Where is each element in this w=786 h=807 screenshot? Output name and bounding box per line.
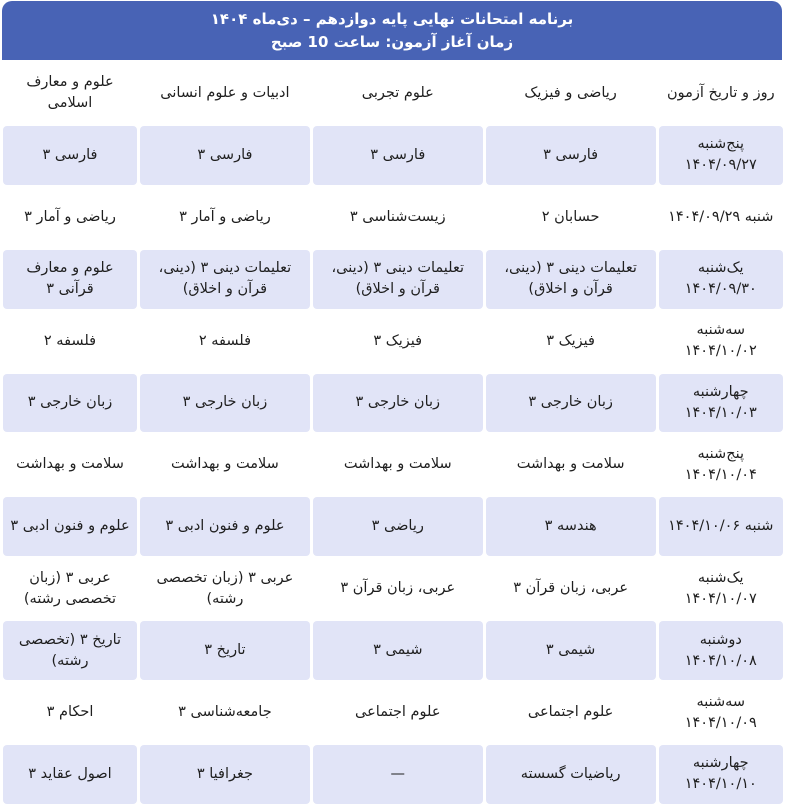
experimental-cell: — — [313, 745, 483, 804]
math-physics-cell: حسابان ۲ — [486, 188, 656, 247]
humanities-cell: سلامت و بهداشت — [140, 435, 310, 494]
humanities-cell: ریاضی و آمار ۳ — [140, 188, 310, 247]
humanities-cell: عربی ۳ (زبان تخصصی رشته) — [140, 559, 310, 618]
experimental-cell: زیست‌شناسی ۳ — [313, 188, 483, 247]
islamic-cell: ریاضی و آمار ۳ — [3, 188, 137, 247]
column-header-humanities: ادبیات و علوم انسانی — [140, 64, 310, 123]
math-physics-cell: تعلیمات دینی ۳ (دینی، قرآن و اخلاق) — [486, 250, 656, 309]
schedule-table — [0, 61, 786, 807]
day-cell: شنبه ۱۴۰۴/۰۹/۲۹ — [659, 188, 783, 247]
experimental-cell: شیمی ۳ — [313, 621, 483, 680]
table-row — [3, 497, 783, 556]
experimental-cell: فارسی ۳ — [313, 126, 483, 185]
humanities-cell: جامعه‌شناسی ۳ — [140, 683, 310, 742]
math-physics-cell: عربی، زبان قرآن ۳ — [486, 559, 656, 618]
islamic-cell: سلامت و بهداشت — [3, 435, 137, 494]
islamic-cell: زبان خارجی ۳ — [3, 374, 137, 433]
day-cell: چهارشنبه ۱۴۰۴/۱۰/۱۰ — [659, 745, 783, 804]
math-physics-cell: ریاضیات گسسته — [486, 745, 656, 804]
math-physics-cell: هندسه ۳ — [486, 497, 656, 556]
table-row — [3, 126, 783, 185]
experimental-cell: ریاضی ۳ — [313, 497, 483, 556]
day-cell: پنج‌شنبه ۱۴۰۴/۰۹/۲۷ — [659, 126, 783, 185]
humanities-cell: تاریخ ۳ — [140, 621, 310, 680]
table-row — [3, 683, 783, 742]
islamic-cell: فلسفه ۲ — [3, 312, 137, 371]
column-header-experimental: علوم تجربی — [313, 64, 483, 123]
day-cell: سه‌شنبه ۱۴۰۴/۱۰/۰۲ — [659, 312, 783, 371]
islamic-cell: اصول عقاید ۳ — [3, 745, 137, 804]
table-row — [3, 188, 783, 247]
humanities-cell: علوم و فنون ادبی ۳ — [140, 497, 310, 556]
experimental-cell: عربی، زبان قرآن ۳ — [313, 559, 483, 618]
table-row — [3, 745, 783, 804]
column-header-islamic: علوم و معارف اسلامی — [3, 64, 137, 123]
experimental-cell: تعلیمات دینی ۳ (دینی، قرآن و اخلاق) — [313, 250, 483, 309]
day-cell: چهارشنبه ۱۴۰۴/۱۰/۰۳ — [659, 374, 783, 433]
table-row — [3, 250, 783, 309]
experimental-cell: سلامت و بهداشت — [313, 435, 483, 494]
table-row — [3, 435, 783, 494]
table-row — [3, 559, 783, 618]
math-physics-cell: شیمی ۳ — [486, 621, 656, 680]
humanities-cell: زبان خارجی ۳ — [140, 374, 310, 433]
islamic-cell: علوم و فنون ادبی ۳ — [3, 497, 137, 556]
table-row — [3, 374, 783, 433]
experimental-cell: علوم اجتماعی — [313, 683, 483, 742]
experimental-cell: فیزیک ۳ — [313, 312, 483, 371]
experimental-cell: زبان خارجی ۳ — [313, 374, 483, 433]
islamic-cell: تاریخ ۳ (تخصصی رشته) — [3, 621, 137, 680]
math-physics-cell: زبان خارجی ۳ — [486, 374, 656, 433]
math-physics-cell: فیزیک ۳ — [486, 312, 656, 371]
schedule-header — [2, 1, 782, 60]
humanities-cell: فارسی ۳ — [140, 126, 310, 185]
column-header-day: روز و تاریخ آزمون — [659, 64, 783, 123]
day-cell: یک‌شنبه ۱۴۰۴/۰۹/۳۰ — [659, 250, 783, 309]
table-header-row — [3, 64, 783, 123]
day-cell: پنج‌شنبه ۱۴۰۴/۱۰/۰۴ — [659, 435, 783, 494]
humanities-cell: فلسفه ۲ — [140, 312, 310, 371]
humanities-cell: تعلیمات دینی ۳ (دینی، قرآن و اخلاق) — [140, 250, 310, 309]
day-cell: یک‌شنبه ۱۴۰۴/۱۰/۰۷ — [659, 559, 783, 618]
islamic-cell: عربی ۳ (زبان تخصصی رشته) — [3, 559, 137, 618]
islamic-cell: احکام ۳ — [3, 683, 137, 742]
day-cell: دوشنبه ۱۴۰۴/۱۰/۰۸ — [659, 621, 783, 680]
column-header-math-physics: ریاضی و فیزیک — [486, 64, 656, 123]
table-row — [3, 312, 783, 371]
islamic-cell: فارسی ۳ — [3, 126, 137, 185]
math-physics-cell: علوم اجتماعی — [486, 683, 656, 742]
math-physics-cell: سلامت و بهداشت — [486, 435, 656, 494]
math-physics-cell: فارسی ۳ — [486, 126, 656, 185]
day-cell: شنبه ۱۴۰۴/۱۰/۰۶ — [659, 497, 783, 556]
day-cell: سه‌شنبه ۱۴۰۴/۱۰/۰۹ — [659, 683, 783, 742]
schedule-title: برنامه امتحانات نهایی پایه دوازدهم – دی‌ماه ۱۴۰۴ — [210, 9, 574, 28]
schedule-subtitle: زمان آغاز آزمون: ساعت 10 صبح — [270, 32, 514, 51]
islamic-cell: علوم و معارف قرآنی ۳ — [3, 250, 137, 309]
humanities-cell: جغرافیا ۳ — [140, 745, 310, 804]
table-row — [3, 621, 783, 680]
